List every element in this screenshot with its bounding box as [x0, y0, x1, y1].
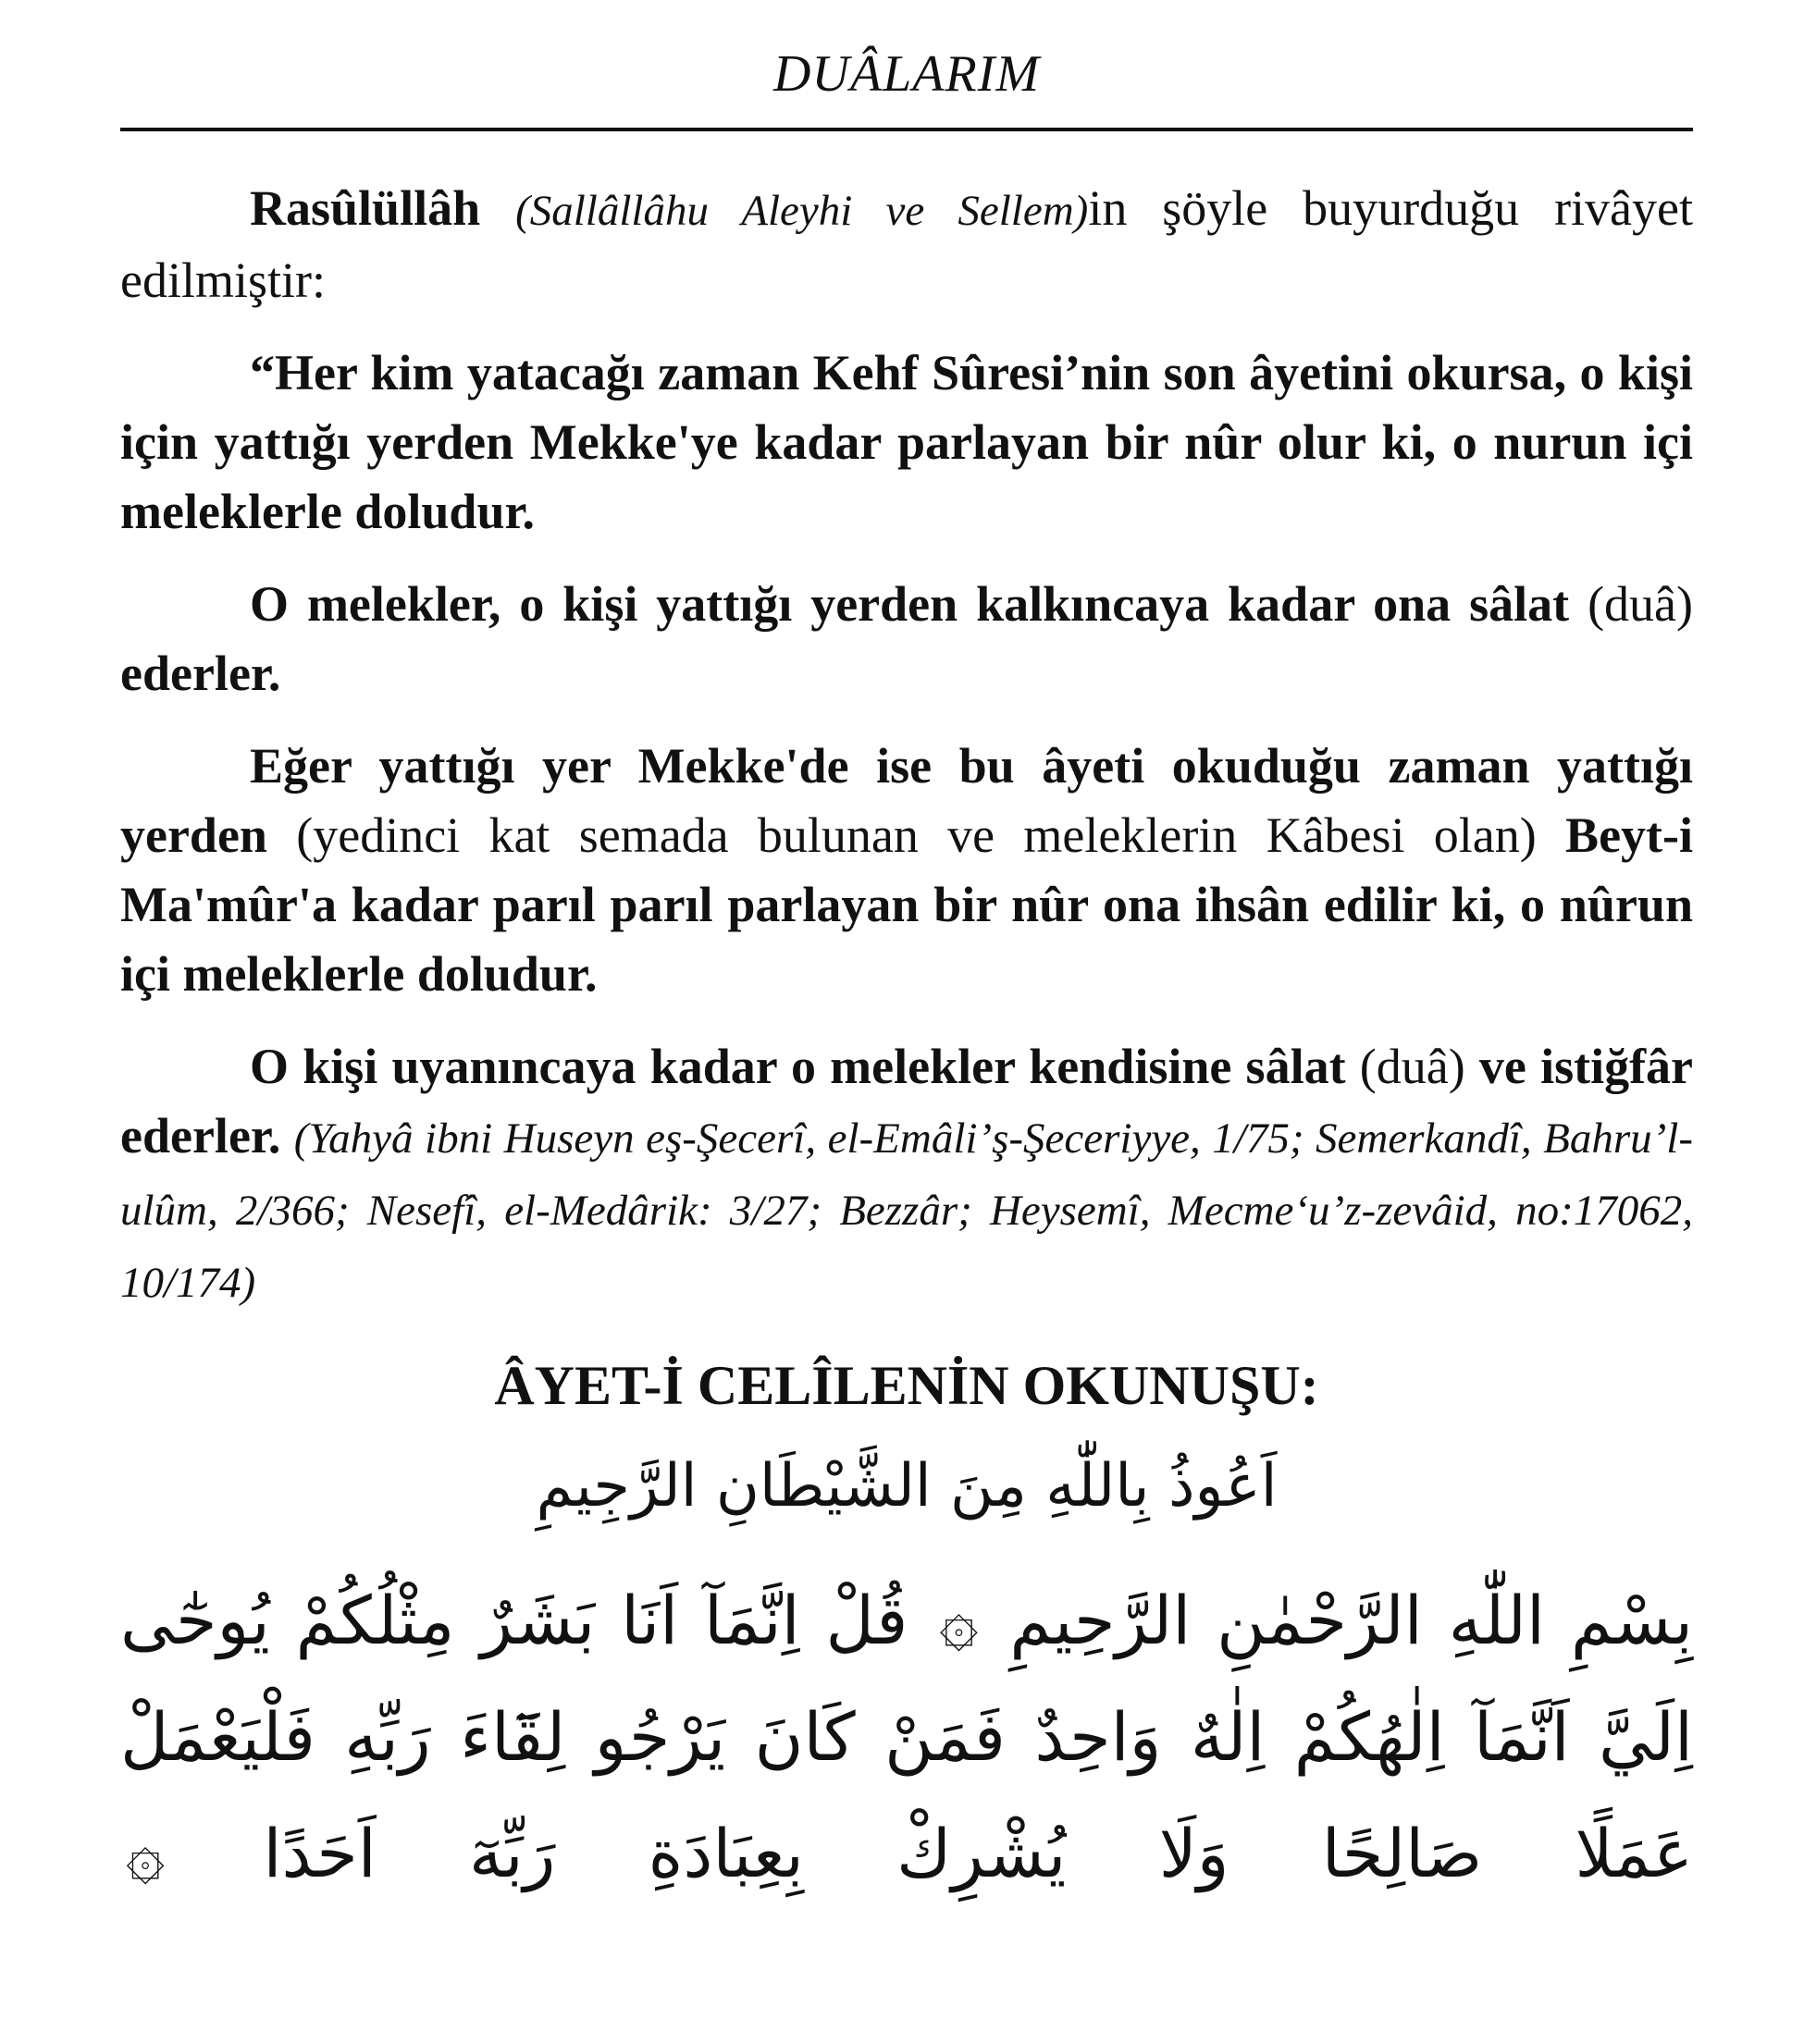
paragraph-4 [120, 732, 1693, 1009]
paragraph-5 [120, 1032, 1693, 1318]
rub-el-hizb-end-icon: ۞ [126, 1815, 166, 1892]
page [120, 0, 1693, 2044]
paragraph-2: “Her kim yatacağı zaman Kehf Sûresi’nin son âyetini okursa, o kişi için yattığı yerden Mekke'ye kadar parlayan bir nûr olur ki, o nurun içi meleklerle doludur. [120, 345, 1693, 539]
honorific: (Sallâllâhu Aleyhi ve Sellem) [515, 187, 1089, 235]
arabic-verse-line-1: قُلْ اِنَّمَآ اَنَا بَشَرٌ مِثْلُكُمْ [295, 1582, 908, 1659]
paragraph-5-bold-a: O kişi uyanıncaya kadar o melekler kendisine sâlat [250, 1039, 1346, 1094]
body-text [120, 174, 1693, 1912]
paragraph-4-bold-a: Eğer yattığı yer Mekke'de ise bu âyeti okuduğu zaman yattığı yerden [120, 738, 1693, 863]
header-rule [120, 128, 1693, 131]
paragraph-5-bold-b: ve istiğfâr ederler. [120, 1039, 1694, 1164]
arabic-verse-line-3: رَبِّهِ فَلْيَعْمَلْ عَمَلًا صَالِحًا وَلَا يُشْرِكْ بِعِبَادَةِ رَبِّهٓ اَحَدًا [120, 1698, 1693, 1892]
paragraph-1 [120, 174, 1693, 315]
running-header: DUÂLARIM [773, 45, 1040, 103]
paragraph-3-bold-a: O melekler, o kişi yattığı yerden kalkıncaya kadar ona sâlat [250, 576, 1570, 632]
arabic-basmala: بِسْمِ اللّٰهِ الرَّحْمٰنِ الرَّحِيمِ [1009, 1582, 1694, 1659]
arabic-verse [120, 1562, 1693, 1912]
paragraph-3-plain: (duâ) [1588, 576, 1694, 632]
paragraph-1-rest: in şöyle buyurduğu rivâyet edilmiştir: [120, 180, 1693, 308]
arabic-taawwudh: اَعُوذُ بِاللّٰهِ مِنَ الشَّيْطَانِ الرَّجِيمِ [536, 1452, 1278, 1521]
rub-el-hizb-icon: ۞ [939, 1582, 979, 1659]
prophet-name: Rasûlüllâh [250, 180, 481, 236]
arabic-verse-line-2: يُوحٰٓى اِلَيَّ اَنَّمَآ اِلٰهُكُمْ اِلٰهٌ وَاحِدٌ فَمَنْ كَانَ يَرْجُو لِقَٓاءَ [120, 1582, 1694, 1776]
citation: (Yahyâ ibni Huseyn eş-Şecerî, el-Emâli’ş-Şeceriyye, 1/75; Semerkandî, Bahru’l-ulûm, 2/366; Nesefî, el-Medârik: 3/27; Bezzâr; Heysemî, Mecme‘u’z-zevâid, no:17062, 10/174) [120, 1114, 1694, 1307]
paragraph-3 [120, 570, 1693, 708]
section-title: ÂYET-İ CELÎLENİN OKUNUŞU: [494, 1355, 1319, 1416]
paragraph-4-bold-b: Beyt-i Ma'mûr'a kadar parıl parıl parlayan bir nûr ona ihsân edilir ki, o nûrun içi meleklerle doludur. [120, 807, 1693, 1002]
paragraph-4-plain: (yedinci kat semada bulunan ve meleklerin Kâbesi olan) [296, 807, 1537, 863]
paragraph-3-bold-b: ederler. [120, 646, 281, 701]
paragraph-5-plain: (duâ) [1359, 1039, 1465, 1094]
